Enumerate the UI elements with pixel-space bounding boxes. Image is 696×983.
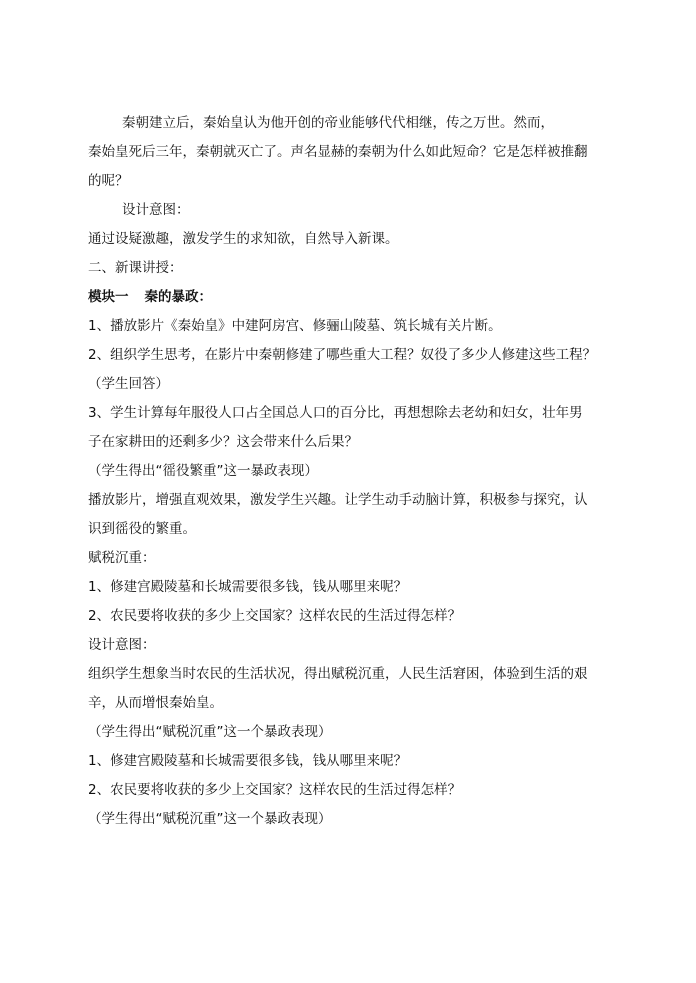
list-item: 1、修建宫殿陵墓和长城需要很多钱，钱从哪里来呢？ [88, 579, 408, 595]
module-heading [88, 283, 616, 312]
list-item: 2、组织学生思考，在影片中秦朝修建了哪些重大工程？奴役了多少人修建这些工程？ [88, 347, 597, 363]
design-intent-text: 通过设疑激趣，激发学生的求知欲，自然导入新课。 [88, 231, 399, 247]
student-response-note: （学生得出“赋税沉重”这一个暴政表现） [88, 811, 332, 827]
module-label: 模块一 [88, 289, 129, 305]
module-title: 秦的暴政： [144, 289, 212, 305]
section-heading: 二、新课讲授： [88, 260, 183, 276]
paragraph-line: 组织学生想象当时农民的生活状况，得出赋税沉重，人民生活窘困，体验到生活的艰 [88, 666, 588, 682]
design-intent-label: 设计意图： [122, 202, 190, 218]
paragraph-line-intro-1: 秦朝建立后，秦始皇认为他开创的帝业能够代代相继，传之万世。然而， [122, 115, 554, 131]
subsection-heading: 赋税沉重： [88, 550, 156, 566]
list-item: 1、播放影片《秦始皇》中建阿房宫、修骊山陵墓、筑长城有关片断。 [88, 318, 502, 334]
list-item: 2、农民要将收获的多少上交国家？这样农民的生活过得怎样？ [88, 782, 462, 798]
student-response-note: （学生得出“赋税沉重”这一个暴政表现） [88, 724, 332, 740]
paragraph-line-intro-2: 秦始皇死后三年，秦朝就灭亡了。声名显赫的秦朝为什么如此短命？它是怎样被推翻 [88, 144, 588, 160]
student-response-note: （学生回答） [88, 376, 169, 392]
design-intent-label: 设计意图： [88, 637, 156, 653]
list-item: 2、农民要将收获的多少上交国家？这样农民的生活过得怎样？ [88, 608, 462, 624]
paragraph-line: 识到徭役的繁重。 [88, 521, 196, 537]
document-body [88, 109, 616, 834]
paragraph-line: 播放影片，增强直观效果，激发学生兴趣。让学生动手动脑计算，积极参与探究，认 [88, 492, 588, 508]
list-item-continued: 子在家耕田的还剩多少？这会带来什么后果？ [88, 434, 358, 450]
student-response-note: （学生得出“徭役繁重”这一暴政表现） [88, 463, 318, 479]
paragraph-line: 辛，从而增恨秦始皇。 [88, 695, 223, 711]
list-item: 3、学生计算每年服役人口占全国总人口的百分比，再想想除去老幼和妇女，壮年男 [88, 405, 583, 421]
paragraph-line-intro-3: 的呢？ [88, 173, 129, 189]
list-item: 1、修建宫殿陵墓和长城需要很多钱，钱从哪里来呢？ [88, 753, 408, 769]
